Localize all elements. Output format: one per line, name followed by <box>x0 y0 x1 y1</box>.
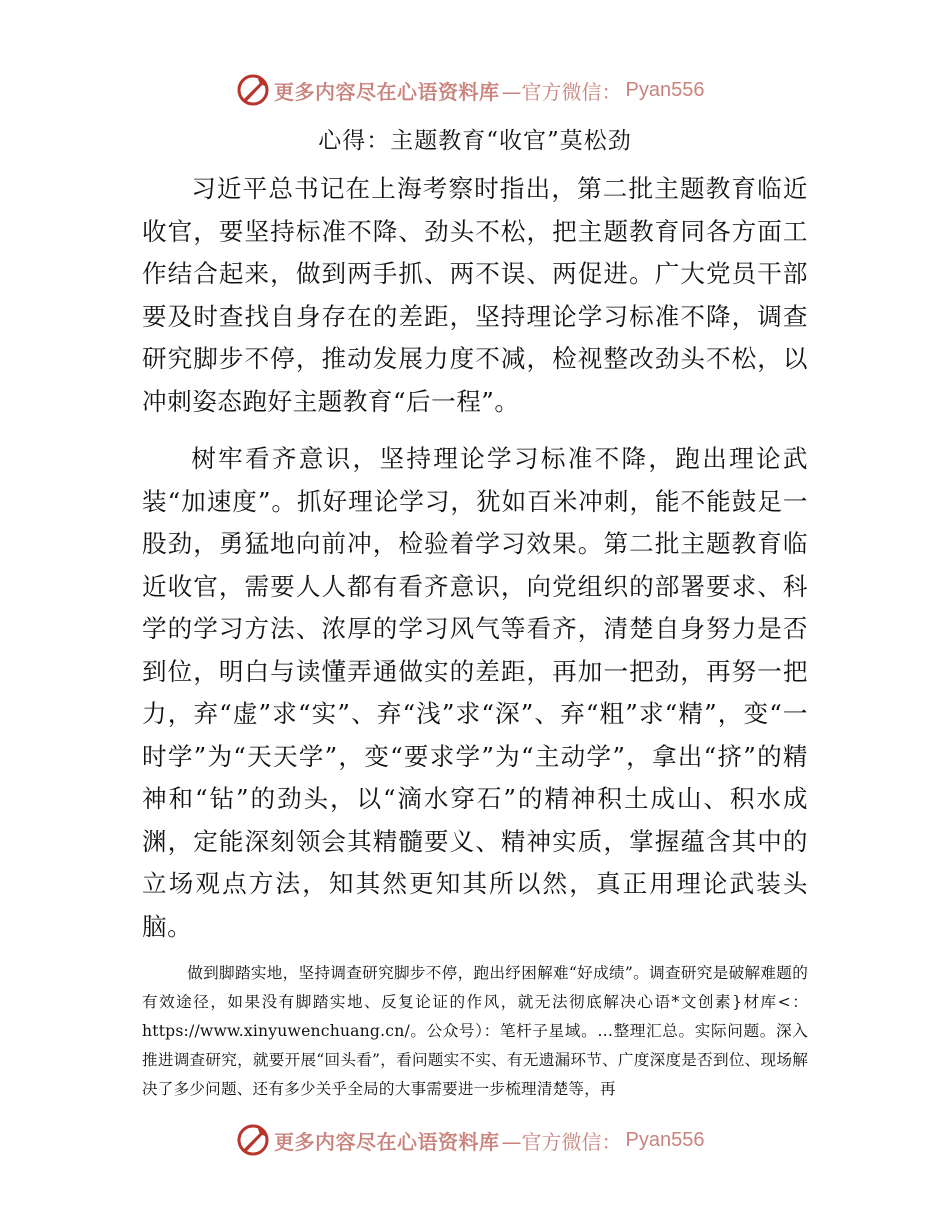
quill-logo-icon <box>236 73 270 107</box>
banner-slogan: 更多内容尽在心语资料库 <box>274 79 500 104</box>
banner-wechat-id: Pyan556 <box>625 1128 705 1151</box>
document-title: 心得：主题教育“收官”莫松劲 <box>318 128 632 154</box>
banner-wechat-label: —官方微信： <box>501 79 622 104</box>
banner-slogan: 更多内容尽在心语资料库 <box>274 1129 500 1154</box>
quill-logo-icon <box>236 1123 270 1157</box>
banner-wechat-label: —官方微信： <box>501 1129 622 1154</box>
body-paragraph-2: 树牢看齐意识，坚持理论学习标准不降，跑出理论武装“加速度”。抓好理论学习，犹如百米冲刺，能不能鼓足一股劲，勇猛地向前冲，检验着学习效果。第二批主题教育临近收官，需要人人都有看齐意识，向党组织的部署要求、科学的学习方法、浓厚的学习风气等看齐，清楚自身努力是否到位，明白与读懂弄通做实的差距，再加一把劲，再努一把力，弃“虚”求“实”、弃“浅”求“深”、弃“粗”求“精”，变“一时学”为“天天学”，变“要求学”为“主动学”，拿出“挤”的精神和“钻”的劲头，以“滴水穿石”的精神积土成山、积水成渊，定能深刻领会其精髓要义、精神实质，掌握蕴含其中的立场观点方法，知其然更知其所以然，真正用理论武装头脑。 <box>142 444 808 941</box>
body-paragraph-small: 做到脚踏实地，坚持调查研究脚步不停，跑出纾困解难“好成绩”。调查研究是破解难题的有效途径，如果没有脚踏实地、反复论证的作风，就无法彻底解决心语*文创素}材库<：https://www.xinyuwenchuang.cn/。公众号）：笔杆子星域。…整理汇总。实际问题。深入推进调查研究，就要开展“回头看”，看问题实不实、有无遗漏环节、广度深度是否到位、现场解决了多少问题、还有多少关乎全局的大事需要进一步梳理清楚等，再 <box>142 964 808 1098</box>
banner-wechat-id: Pyan556 <box>625 78 705 101</box>
header-watermark-banner <box>236 72 716 108</box>
footer-watermark-banner <box>236 1122 716 1158</box>
body-paragraph-1: 习近平总书记在上海考察时指出，第二批主题教育临近收官，要坚持标准不降、劲头不松，把主题教育同各方面工作结合起来，做到两手抓、两不误、两促进。广大党员干部要及时查找自身存在的差距，坚持理论学习标准不降，调查研究脚步不停，推动发展力度不减，检视整改劲头不松，以冲刺姿态跑好主题教育“后一程”。 <box>142 174 808 416</box>
